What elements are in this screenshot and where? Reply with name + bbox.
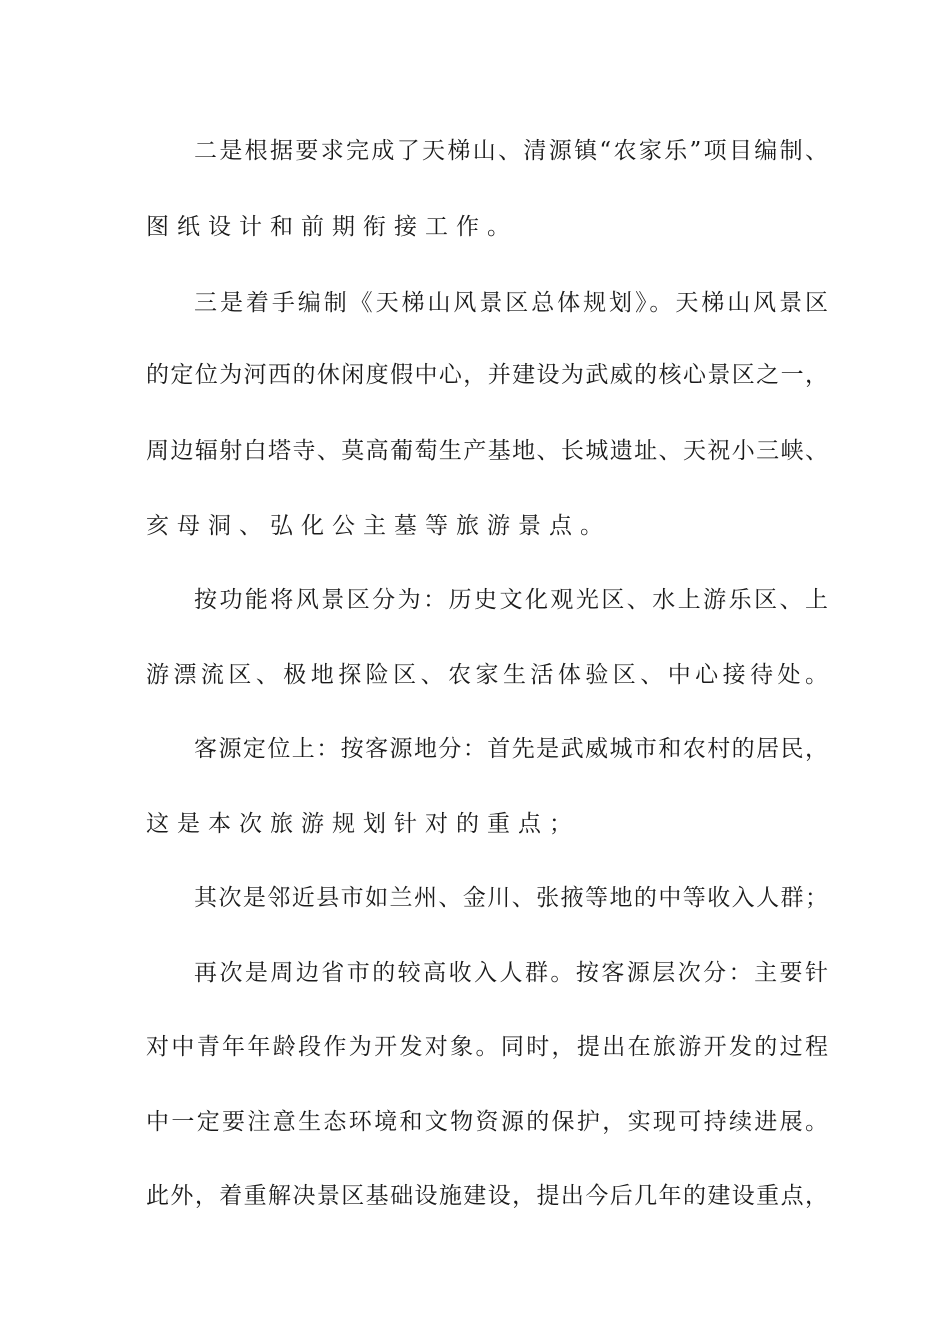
- text-line-4: 的定位为河西的休闲度假中心，并建设为武威的核心景区之一，: [146, 362, 830, 388]
- text-line-12: 再次是周边省市的较高收入人群。按客源层次分：主要针: [194, 960, 831, 986]
- text-line-5: 周边辐射白塔寺、莫高葡萄生产基地、长城遗址、天祝小三峡、: [146, 438, 830, 464]
- text-line-6: 亥母洞、弘化公主墓等旅游景点。: [146, 513, 611, 539]
- text-line-10: 这是本次旅游规划针对的重点；: [146, 811, 580, 837]
- text-line-14: 中一定要注意生态环境和文物资源的保护，实现可持续进展。: [146, 1109, 831, 1135]
- text-line-9: 客源定位上：按客源地分：首先是武威城市和农村的居民，: [194, 736, 830, 762]
- text-line-8: 游漂流区、极地探险区、农家生活体验区、中心接待处。: [146, 662, 833, 688]
- text-line-15: 此外，着重解决景区基础设施建设，提出今后几年的建设重点，: [146, 1183, 830, 1209]
- text-line-2: 图纸设计和前期衔接工作。: [146, 214, 518, 240]
- text-line-13: 对中青年年龄段作为开发对象。同时，提出在旅游开发的过程: [146, 1034, 831, 1060]
- text-line-1: 二是根据要求完成了天梯山、清源镇“农家乐”项目编制、: [194, 138, 831, 164]
- text-line-3: 三是着手编制《天梯山风景区总体规划》。天梯山风景区: [194, 290, 831, 316]
- text-line-11: 其次是邻近县市如兰州、金川、张掖等地的中等收入人群；: [194, 885, 830, 911]
- text-line-7: 按功能将风景区分为：历史文化观光区、水上游乐区、上: [194, 587, 831, 613]
